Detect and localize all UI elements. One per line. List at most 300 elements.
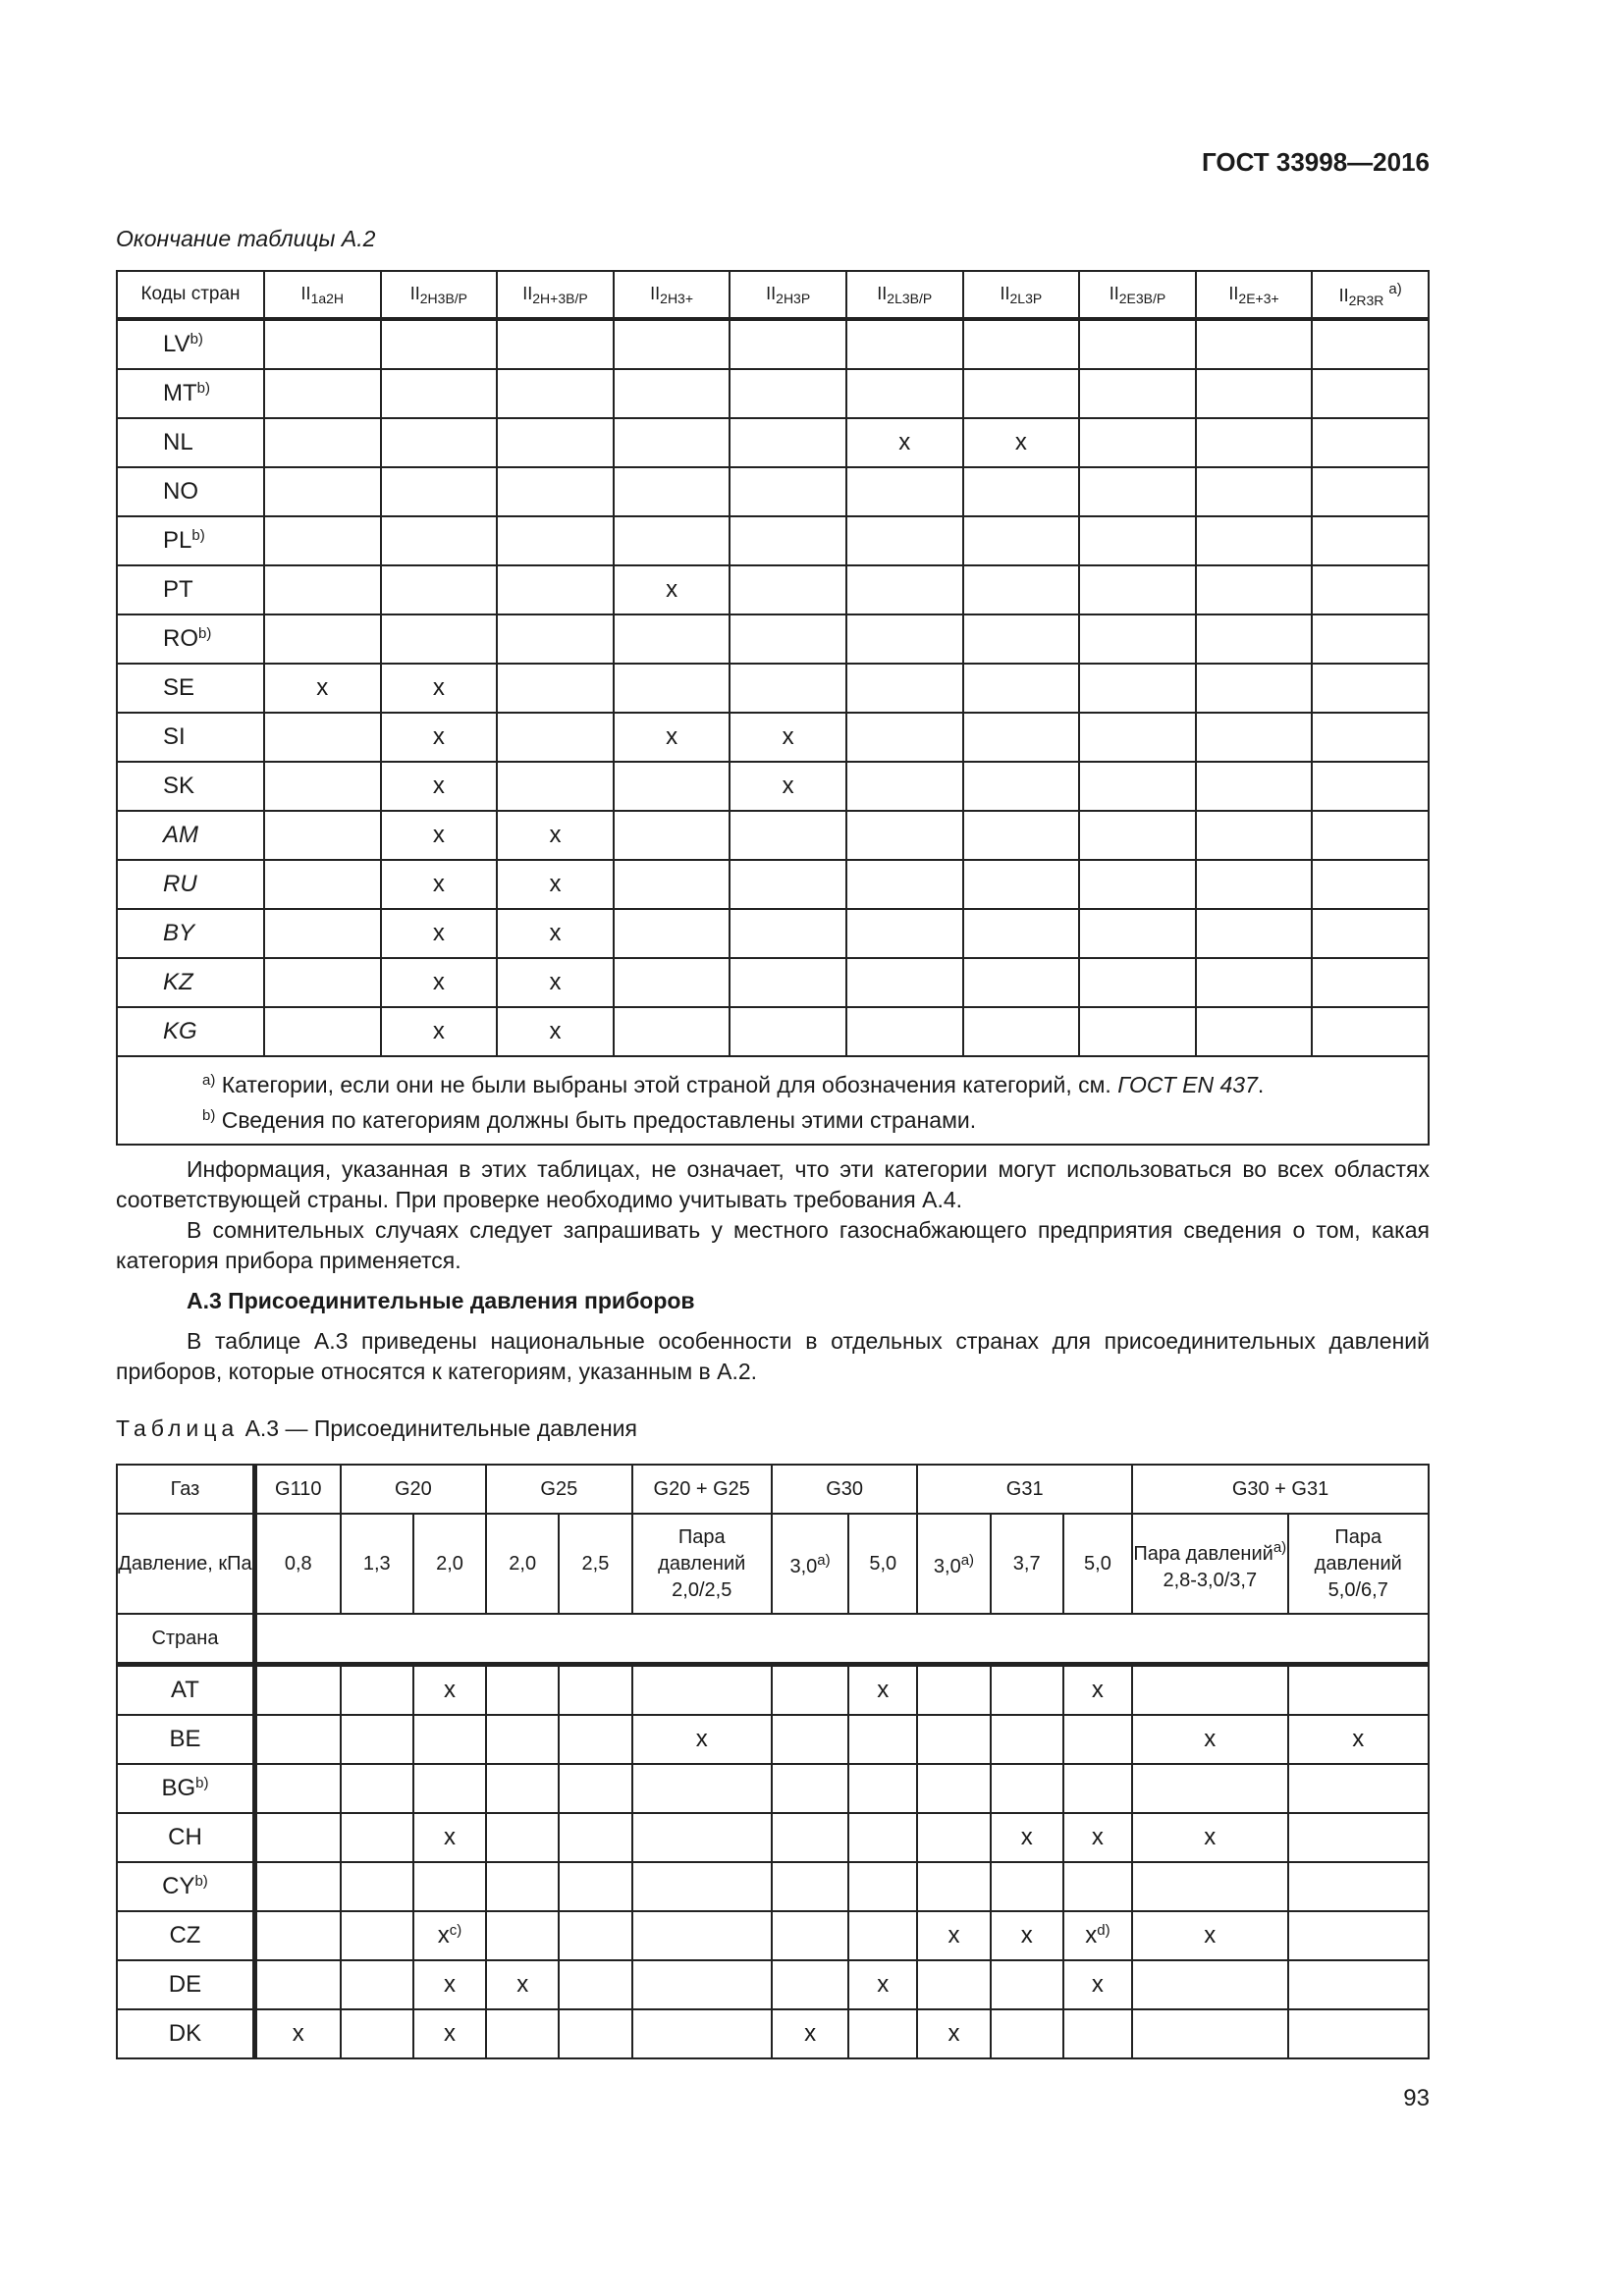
category-cell [846,713,963,762]
category-cell [1079,860,1196,909]
country-code: KZ [163,969,193,995]
category-cell [846,1007,963,1056]
pressure-mark-cell [341,2009,413,2058]
category-cell [1312,319,1429,369]
category-cell [497,418,614,467]
category-cell: x [381,664,498,713]
pressure-cell [772,1514,848,1614]
footnote [202,1100,1428,1136]
pressure-value: 0,8 [284,1552,312,1575]
category-cell [846,614,963,664]
pressure-mark-cell [917,1911,990,1960]
country-code-cell [117,811,264,860]
category-cell [846,467,963,516]
column-header-base: II [409,283,420,303]
pressure-mark-cell [341,1813,413,1862]
category-cell [1312,860,1429,909]
category-cell: x [846,418,963,467]
pressure-mark-cell [559,2009,631,2058]
column-header-sub: 2H3+ [660,290,694,306]
pressure-mark-cell [1288,2009,1430,2058]
country-code-cell [117,319,264,369]
country-code: RU [163,871,197,897]
column-header [614,271,731,319]
mark: x [877,1971,890,1998]
category-cell [264,958,381,1007]
pressure-cell [848,1514,917,1614]
category-cell [1196,319,1313,369]
table-a2 [116,270,1430,1146]
category-cell [614,762,731,811]
pressure-mark-cell [559,1960,631,2009]
column-header [1079,271,1196,319]
pressure-sup: a) [817,1552,831,1569]
category-cell [264,1007,381,1056]
column-header-base: II [1338,286,1349,305]
category-cell [1079,565,1196,614]
country-code: PL [163,527,192,554]
table-row [117,860,1429,909]
mark: x [443,1677,456,1703]
mark: x [1091,1824,1104,1850]
pressure-value: 2,0 [436,1552,463,1575]
category-cell [497,762,614,811]
country-code-sup: b) [195,1775,209,1791]
category-cell [614,418,731,467]
mark: x [516,1971,529,1998]
pressure-mark-cell [632,1911,772,1960]
category-cell [1079,418,1196,467]
category-cell [730,516,846,565]
category-cell [963,909,1080,958]
table-row [117,1715,1429,1764]
pressure-mark-cell [917,1862,990,1911]
category-cell [1079,467,1196,516]
category-cell [963,1007,1080,1056]
mark: x [804,2020,817,2047]
pressure-mark-cell [848,1960,917,2009]
pressure-mark-cell [991,2009,1063,2058]
pressure-mark-cell [848,1715,917,1764]
category-cell [614,516,731,565]
category-cell [846,860,963,909]
footnote [202,1065,1428,1100]
pressure-cell [559,1514,631,1614]
country-code: NO [163,478,198,505]
country-label-spacer [254,1614,1429,1665]
pressure-mark-cell [772,1813,848,1862]
pressure-cell [1288,1514,1430,1614]
mark-sup: c) [449,1922,462,1939]
category-cell [730,1007,846,1056]
country-code-cell [117,1007,264,1056]
gas-group-header: G31 [917,1465,1132,1514]
column-header-base: II [650,283,661,303]
pressure-value: 2,5 [581,1552,610,1575]
category-cell [264,319,381,369]
table-row [117,909,1429,958]
pressure-mark-cell [917,1960,990,2009]
pressure-mark-cell [559,1715,631,1764]
country-code-cell [117,762,264,811]
country-code-cell [117,958,264,1007]
pressure-sup: a) [1272,1538,1287,1556]
table-row [117,319,1429,369]
footnote-mark: a) [202,1072,216,1089]
pressure-cell [917,1514,990,1614]
country-code: AM [163,822,198,848]
category-cell [497,319,614,369]
pressure-mark-cell [772,1764,848,1813]
category-cell [614,909,731,958]
column-header [963,271,1080,319]
footnote-row [117,1056,1429,1145]
gas-group-header: G20 [341,1465,486,1514]
category-cell [730,319,846,369]
category-cell [846,664,963,713]
category-cell [1196,1007,1313,1056]
category-cell [846,565,963,614]
mark: x [1091,1677,1104,1703]
info-paragraph: Информация, указанная в этих таблицах, не означает, что эти категории могут использоваться во всех областях соответствующей страны. При проверке необходимо учитывать требования А.4. [116,1156,1430,1212]
section-paragraph: В таблице А.3 приведены национальные особенности в отдельных странах для присоединительных давлений приборов, которые относятся к категориям, указанным в А.2. [116,1328,1430,1384]
category-cell [497,664,614,713]
mark: x [1204,1922,1217,1949]
pressure-mark-cell [1288,1960,1430,2009]
pressure-mark-cell [1132,1862,1287,1911]
table-a3-caption-prefix: Таблица [116,1415,240,1441]
pressure-mark-cell [413,1764,486,1813]
country-code-cell [117,1665,254,1716]
category-cell [846,762,963,811]
category-cell [614,614,731,664]
column-header-base: II [877,283,888,303]
column-header-sub: 2E+3+ [1238,290,1279,306]
country-code: SK [163,773,195,799]
mark: x [1091,1971,1104,1998]
pressure-mark-cell [254,1911,340,1960]
category-cell [730,614,846,664]
country-code: CH [168,1824,202,1850]
table-row [117,369,1429,418]
pressure-mark-cell [413,2009,486,2058]
pressure-mark-cell [632,2009,772,2058]
pressure-mark-cell [254,1960,340,2009]
pressure-mark-cell [917,1665,990,1716]
pressure-value: 1,3 [362,1552,391,1575]
country-code: RO [163,625,198,652]
section-text [116,1326,1430,1387]
mark: x [292,2020,304,2047]
category-cell [1312,762,1429,811]
category-cell [730,467,846,516]
pressure-value: Пара давлений 5,0/6,7 [1314,1525,1402,1601]
column-header-sub: 2H3P [776,290,811,306]
category-cell [264,418,381,467]
info-paragraph: В сомнительных случаях следует запрашивать у местного газоснабжающего предприятия сведения о том, какая категория прибора применяется. [116,1217,1430,1273]
pressure-mark-cell [1288,1764,1430,1813]
footnote-mark: b) [202,1107,216,1124]
pressure-mark-cell [1132,1960,1287,2009]
pressure-mark-cell [1063,1665,1132,1716]
category-cell [497,565,614,614]
gas-row [117,1465,1429,1514]
country-code: MT [163,380,197,406]
country-code-cell [117,1813,254,1862]
category-cell [1079,762,1196,811]
category-cell [381,516,498,565]
pressure-cell [413,1514,486,1614]
country-code: LV [163,331,190,357]
footnote-end: . [1257,1072,1265,1097]
category-cell [1079,319,1196,369]
footnote-text: Сведения по категориям должны быть предоставлены этими странами. [221,1107,977,1133]
pressure-mark-cell [1288,1813,1430,1862]
pressure-mark-cell [632,1862,772,1911]
category-cell: x [381,713,498,762]
pressure-mark-cell [486,1862,559,1911]
category-cell [963,762,1080,811]
category-cell [1312,516,1429,565]
mark: x [443,2020,456,2047]
table-row [117,1960,1429,2009]
pressure-mark-cell [772,1960,848,2009]
column-header-sub: 2H3B/P [419,290,468,306]
pressure-label-cell: Давление, кПа [117,1514,254,1614]
pressure-value-2: 2,8-3,0/3,7 [1163,1569,1258,1591]
category-cell [614,319,731,369]
table-row [117,467,1429,516]
column-header-sup: a) [1388,281,1402,297]
pressure-mark-cell [486,1665,559,1716]
pressure-mark-cell [772,1665,848,1716]
category-cell [381,614,498,664]
country-code: SI [163,723,186,750]
category-cell [1196,369,1313,418]
country-code-cell [117,1862,254,1911]
category-cell: x [264,664,381,713]
pressure-mark-cell [917,1764,990,1813]
pressure-cell [486,1514,559,1614]
country-code: CY [162,1873,195,1899]
category-cell: x [730,713,846,762]
category-cell [1312,418,1429,467]
pressure-value: 5,0 [869,1552,897,1575]
category-cell: x [381,762,498,811]
pressure-mark-cell [486,1960,559,2009]
category-cell: x [497,909,614,958]
column-header-sub: 2H+3B/P [532,290,588,306]
category-cell [264,516,381,565]
pressure-mark-cell [632,1665,772,1716]
country-code: DK [168,2020,202,2047]
category-cell: x [381,811,498,860]
pressure-mark-cell [632,1960,772,2009]
category-cell [963,860,1080,909]
category-cell [381,319,498,369]
page-number: 93 [1403,2085,1430,2111]
mark: x [1352,1726,1365,1752]
category-cell [1196,958,1313,1007]
pressure-mark-cell [413,1960,486,2009]
category-cell [1312,467,1429,516]
pressure-mark-cell [1288,1911,1430,1960]
pressure-mark-cell [991,1813,1063,1862]
column-header-base: II [766,283,777,303]
category-cell [1312,565,1429,614]
mark: x [443,1971,456,1998]
category-cell [614,369,731,418]
category-cell [1196,664,1313,713]
country-code-cell [117,418,264,467]
country-code: AT [171,1677,199,1703]
gas-group-header: G20 + G25 [632,1465,772,1514]
table-a2-header-row [117,271,1429,319]
country-code: SE [163,674,195,701]
category-cell: x [614,565,731,614]
country-code-cell [117,467,264,516]
table-row [117,1764,1429,1813]
column-header [497,271,614,319]
table-row [117,1007,1429,1056]
category-cell [1079,369,1196,418]
category-cell: x [497,811,614,860]
pressure-mark-cell [1063,1715,1132,1764]
pressure-mark-cell [413,1715,486,1764]
country-code: BY [163,920,195,946]
country-code-sup: b) [189,331,203,347]
pressure-mark-cell [413,1911,486,1960]
category-cell [963,369,1080,418]
pressure-mark-cell [848,2009,917,2058]
pressure-mark-cell [1132,1764,1287,1813]
pressure-mark-cell [1063,1862,1132,1911]
table-row [117,664,1429,713]
pressure-mark-cell [848,1911,917,1960]
pressure-mark-cell [559,1665,631,1716]
category-cell [730,664,846,713]
category-cell [963,467,1080,516]
pressure-mark-cell [254,1764,340,1813]
country-code: CZ [169,1922,201,1949]
category-cell [1079,909,1196,958]
pressure-mark-cell [559,1862,631,1911]
table-row [117,614,1429,664]
column-header [1312,271,1429,319]
pressure-mark-cell [486,2009,559,2058]
column-header-base: II [1228,283,1239,303]
mark: x [947,2020,960,2047]
category-cell [1196,565,1313,614]
pressure-mark-cell [772,1911,848,1960]
country-code-cell [117,614,264,664]
country-label-row [117,1614,1429,1665]
table-row [117,713,1429,762]
pressure-cell [1132,1514,1287,1614]
pressure-mark-cell [341,1764,413,1813]
category-cell [1196,418,1313,467]
table-row [117,1911,1429,1960]
pressure-mark-cell [341,1715,413,1764]
pressure-mark-cell [1063,1960,1132,2009]
category-cell [963,713,1080,762]
pressure-mark-cell [917,2009,990,2058]
country-code-cell [117,369,264,418]
table-row [117,958,1429,1007]
pressure-value: 3,0 [933,1556,961,1577]
category-cell [614,664,731,713]
country-code-cell [117,1911,254,1960]
column-header [117,271,264,319]
pressure-mark-cell [632,1764,772,1813]
category-cell: x [381,1007,498,1056]
table-row [117,1813,1429,1862]
mark: x [443,1824,456,1850]
column-header-base: II [522,283,533,303]
table-a2-caption: Окончание таблицы А.2 [116,226,376,251]
pressure-cell [254,1514,340,1614]
category-cell [963,565,1080,614]
category-cell: x [497,1007,614,1056]
info-text [116,1154,1430,1276]
pressure-mark-cell [1063,1911,1132,1960]
pressure-mark-cell [772,2009,848,2058]
category-cell [264,565,381,614]
category-cell: x [381,860,498,909]
category-cell [264,762,381,811]
column-header-sub: 2E3B/P [1118,290,1166,306]
mark: x [437,1922,450,1949]
country-code-cell [117,2009,254,2058]
category-cell [730,418,846,467]
pressure-mark-cell [772,1862,848,1911]
pressure-mark-cell [254,1862,340,1911]
pressure-mark-cell [1063,1764,1132,1813]
country-code: PT [163,576,193,603]
category-cell [1312,369,1429,418]
pressure-cell [341,1514,413,1614]
category-cell [1312,614,1429,664]
pressure-mark-cell [1063,2009,1132,2058]
pressure-mark-cell [254,2009,340,2058]
category-cell [614,467,731,516]
category-cell [963,319,1080,369]
category-cell [1079,713,1196,762]
category-cell [1312,664,1429,713]
category-cell [846,516,963,565]
category-cell [264,909,381,958]
column-header-sub: 1a2H [310,290,345,306]
pressure-cell [1063,1514,1132,1614]
pressure-mark-cell [1132,1911,1287,1960]
category-cell [614,1007,731,1056]
pressure-mark-cell [486,1911,559,1960]
category-cell [264,860,381,909]
country-code: BG [161,1775,196,1801]
section-heading: А.3 Присоединительные давления приборов [187,1288,695,1313]
country-code-cell [117,1960,254,2009]
table-row [117,762,1429,811]
pressure-value: Пара давлений [1133,1542,1273,1565]
category-cell [1196,762,1313,811]
pressure-mark-cell [1132,1813,1287,1862]
footnotes-cell [117,1056,1429,1145]
category-cell [846,958,963,1007]
pressure-mark-cell [341,1911,413,1960]
table-row [117,418,1429,467]
pressure-mark-cell [848,1813,917,1862]
mark: x [1085,1922,1098,1949]
